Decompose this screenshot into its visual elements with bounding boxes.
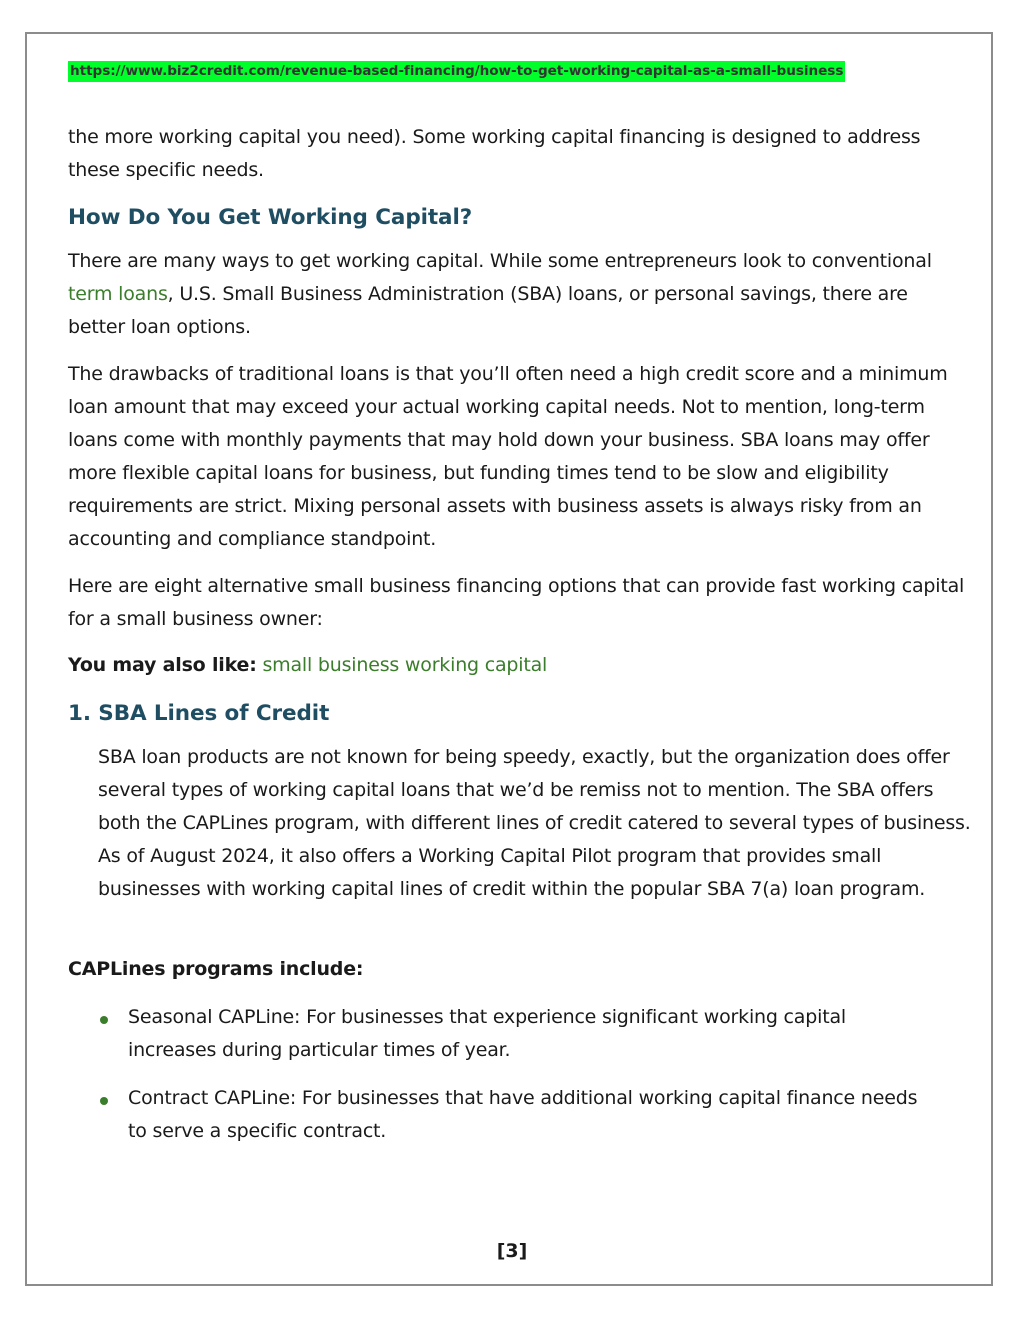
term-loans-link[interactable]: term loans (68, 283, 168, 305)
section-heading-how-to-get: How Do You Get Working Capital? (68, 205, 473, 230)
intro-line-1: the more working capital you need). Some working capital financing is designed to address (68, 126, 921, 148)
source-url[interactable]: https://www.biz2credit.com/revenue-based-financing/how-to-get-working-capital-as-a-small-business (68, 61, 845, 82)
intro-paragraph (68, 121, 980, 187)
you-may-also-like (68, 649, 980, 682)
intro-line-2: these specific needs. (68, 159, 264, 181)
small-business-working-capital-link[interactable]: small business working capital (262, 654, 548, 676)
bullet-icon (100, 1016, 108, 1024)
section-heading-sba-lines: 1. SBA Lines of Credit (68, 701, 330, 726)
bullet-icon (100, 1097, 108, 1105)
caplines-list-heading: CAPLines programs include: (68, 958, 364, 980)
page-number: [3] (496, 1240, 528, 1262)
paragraph-alternatives: Here are eight alternative small business financing options that can provide fast working capital for a small business owner: (68, 575, 965, 630)
list-item: Contract CAPLine: For businesses that have additional working capital finance needs to serve a specific contract. (68, 1082, 918, 1148)
paragraph-drawbacks: The drawbacks of traditional loans is that you’ll often need a high credit score and a minimum loan amount that may exceed your actual working capital needs. Not to mention, long-term loans come with monthly payments that may hold down your business. SBA loans may offer more flexible capital loans for business, but funding times tend to be slow and eligibility requirements are strict. Mixing personal assets with business assets is always risky from an accounting and compliance standpoint. (68, 363, 948, 550)
caplines-list (68, 1001, 918, 1148)
also-like-label: You may also like: (68, 654, 257, 676)
list-item: Seasonal CAPLine: For businesses that experience significant working capital increases during particular times of year. (68, 1001, 918, 1067)
paragraph-sba-loans: SBA loan products are not known for being speedy, exactly, but the organization does offer several types of working capital loans that we’d be remiss not to mention. The SBA offers both the CAPLines program, with different lines of credit catered to several types of business. As of August 2024, it also offers a Working Capital Pilot program that provides small businesses with working capital lines of credit within the popular SBA 7(a) loan program. (98, 746, 971, 900)
paragraph-ways-to-get: There are many ways to get working capital. While some entrepreneurs look to conventional term loans, U.S. Small Business Administration (SBA) loans, or personal savings, there are better loan options. (68, 250, 932, 338)
